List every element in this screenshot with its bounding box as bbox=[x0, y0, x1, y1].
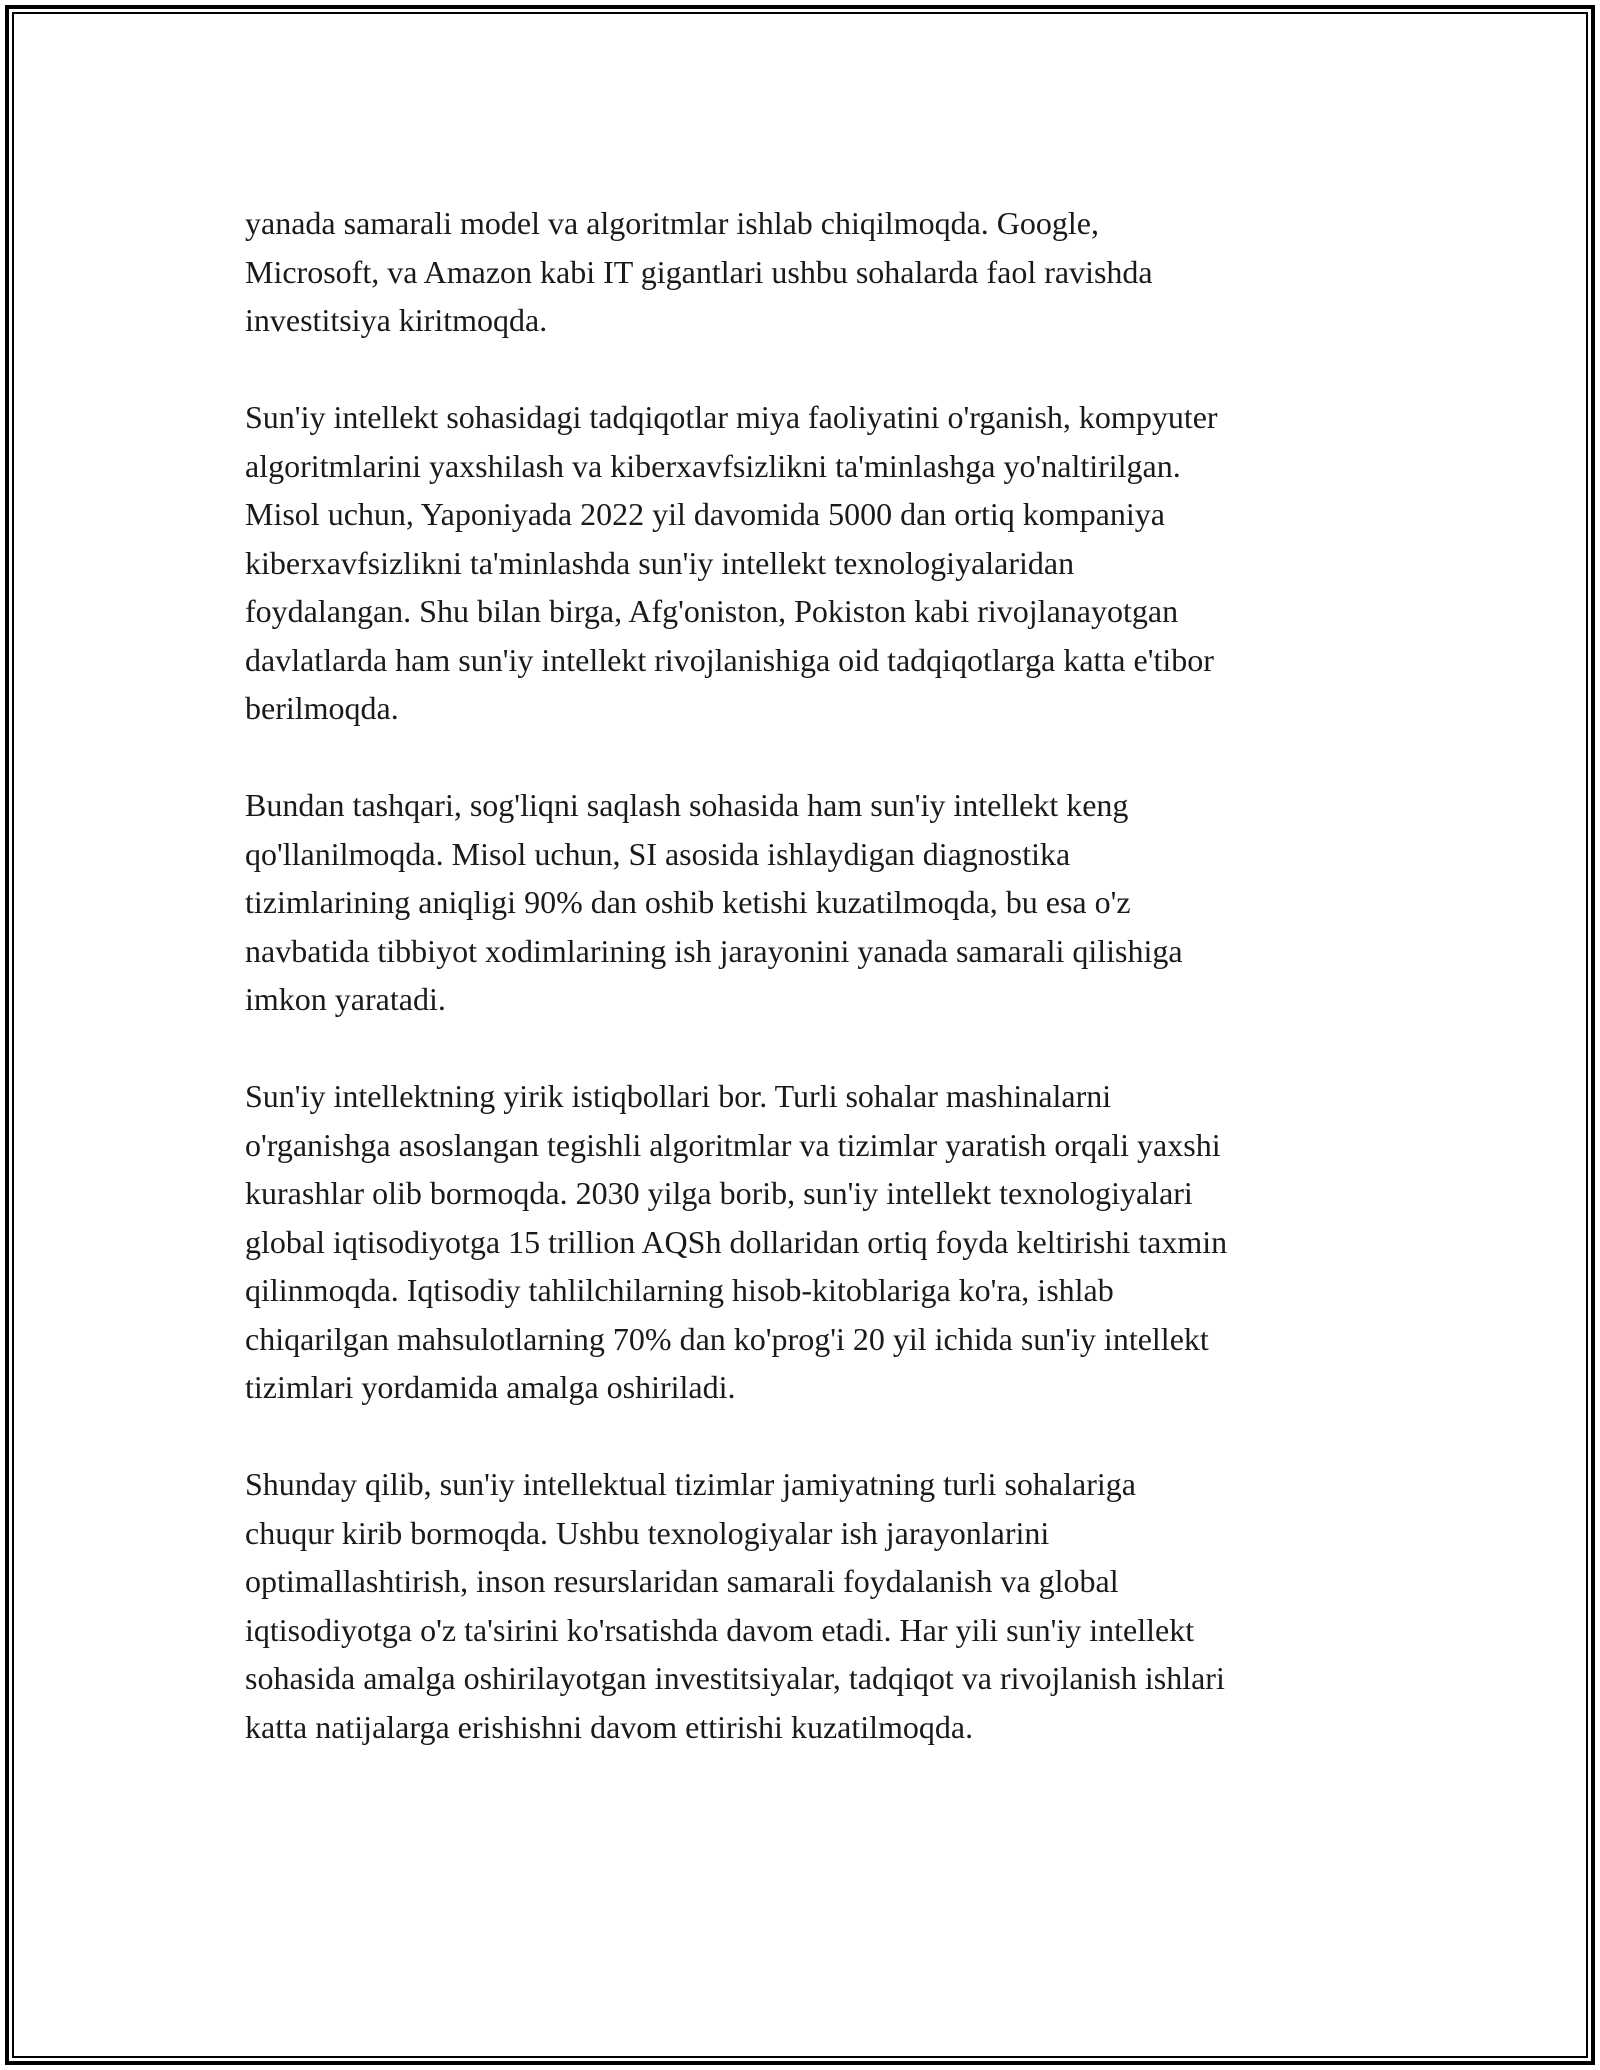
document-body bbox=[245, 199, 1375, 1800]
paragraph-1: yanada samarali model va algoritmlar ishlab chiqilmoqda. Google, Microsoft, va Amazon kabi IT gigantlari ushbu sohalarda faol ravishda investitsiya kiritmoqda. bbox=[245, 205, 1153, 338]
paragraph-2: Sun'iy intellekt sohasidagi tadqiqotlar miya faoliyatini o'rganish, kompyuter algoritmlarini yaxshilash va kiberxavfsizlikni ta'minlashga yo'naltirilgan. Misol uchun, Yaponiyada 2022 yil davomida 5000 dan ortiq kompaniya kiberxavfsizlikni ta'minlashda sun'iy intellekt texnologiyalaridan foydalangan. Shu bilan birga, Afg'oniston, Pokiston kabi rivojlanayotgan davlatlarda ham sun'iy intellekt rivojlanishiga oid tadqiqotlarga katta e'tibor berilmoqda. bbox=[245, 399, 1218, 726]
paragraph-3: Bundan tashqari, sog'liqni saqlash sohasida ham sun'iy intellekt keng qo'llanilmoqda. Misol uchun, SI asosida ishlaydigan diagnostika tizimlarining aniqligi 90% dan oshib ketishi kuzatilmoqda, bu esa o'z navbatida tibbiyot xodimlarining ish jarayonini yanada samarali qilishiga imkon yaratadi. bbox=[245, 787, 1183, 1017]
paragraph-4: Sun'iy intellektning yirik istiqbollari bor. Turli sohalar mashinalarni o'rganishga asoslangan tegishli algoritmlar va tizimlar yaratish orqali yaxshi kurashlar olib bormoqda. 2030 yilga borib, sun'iy intellekt texnologiyalari global iqtisodiyotga 15 trillion AQSh dollaridan ortiq foyda keltirishi taxmin qilinmoqda. Iqtisodiy tahlilchilarning hisob-kitoblariga ko'ra, ishlab chiqarilgan mahsulotlarning 70% dan ko'prog'i 20 yil ichida sun'iy intellekt tizimlari yordamida amalga oshiriladi. bbox=[245, 1078, 1228, 1405]
paragraph-5: Shunday qilib, sun'iy intellektual tizimlar jamiyatning turli sohalariga chuqur kirib bormoqda. Ushbu texnologiyalar ish jarayonlarini optimallashtirish, inson resurslaridan samarali foydalanish va global iqtisodiyotga o'z ta'sirini ko'rsatishda davom etadi. Har yili sun'iy intellekt sohasida amalga oshirilayotgan investitsiyalar, tadqiqot va rivojlanish ishlari katta natijalarga erishishni davom ettirishi kuzatilmoqda. bbox=[245, 1466, 1225, 1745]
page-frame bbox=[5, 5, 1595, 2065]
